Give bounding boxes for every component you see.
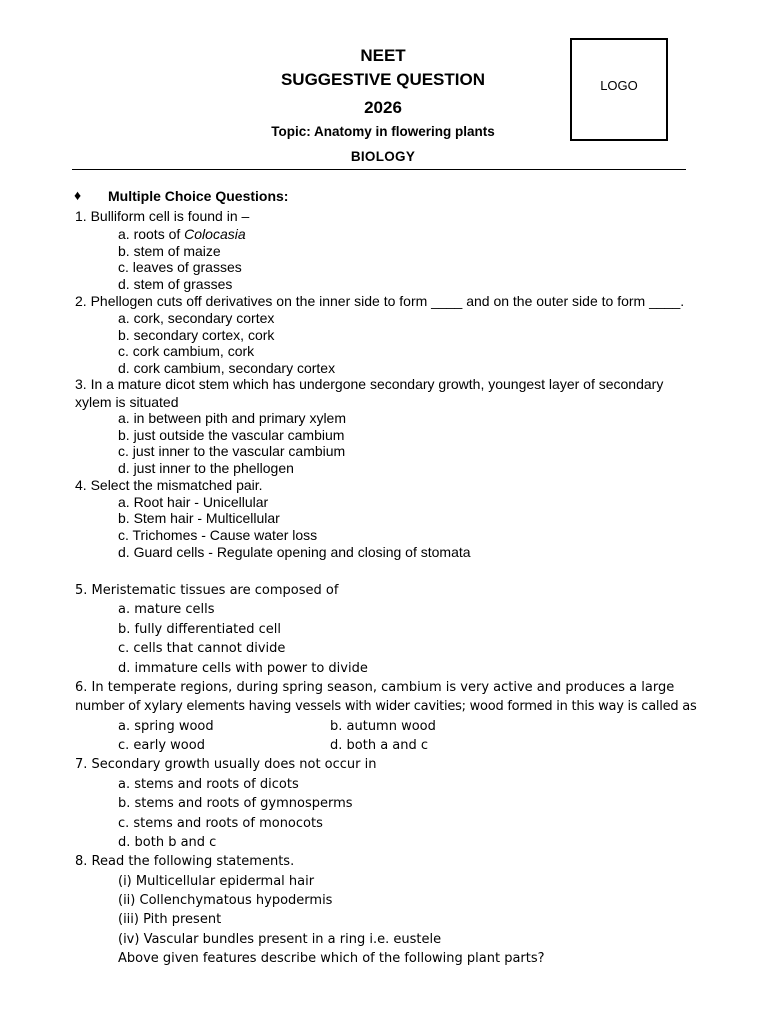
q4-option-c: c. Trichomes - Cause water loss [118,527,318,543]
document-title: SUGGESTIVE QUESTION [280,70,486,89]
q6-option-c: c. early wood [118,738,205,753]
question-6-continued: number of xylary elements having vessels with wider cavities; wood formed in this way is called as [75,699,697,714]
q4-option-a: a. Root hair - Unicellular [118,494,269,510]
q4-option-b: b. Stem hair - Multicellular [118,510,280,526]
q5-option-a: a. mature cells [118,602,215,617]
q2-option-a: a. cork, secondary cortex [118,310,275,326]
q1-option-a: a. roots of Colocasia [118,226,246,242]
header-divider [72,169,686,170]
q1-option-b: b. stem of maize [118,243,221,259]
q1-option-d: d. stem of grasses [118,276,233,292]
q8-statement-3: (iii) Pith present [118,912,222,927]
question-2: 2. Phellogen cuts off derivatives on the inner side to form ____ and on the outer side to form ____. [75,293,685,309]
q5-option-c: c. cells that cannot divide [118,641,286,656]
q3-option-d: d. just inner to the phellogen [118,460,294,476]
q6-option-b: b. autumn wood [330,719,436,734]
q8-followup: Above given features describe which of the following plant parts? [118,951,545,966]
subject-label: BIOLOGY [350,149,416,164]
q8-statement-4: (iv) Vascular bundles present in a ring i.e. eustele [118,932,442,947]
question-1: 1. Bulliform cell is found in – [75,208,250,224]
q6-option-a: a. spring wood [118,719,214,734]
q7-option-b: b. stems and roots of gymnosperms [118,796,353,811]
q7-option-d: d. both b and c [118,835,217,850]
q2-option-c: c. cork cambium, cork [118,343,255,359]
section-title: Multiple Choice Questions: [108,188,289,204]
q1-option-c: c. leaves of grasses [118,259,242,275]
q3-option-c: c. just inner to the vascular cambium [118,443,346,459]
q3-option-b: b. just outside the vascular cambium [118,427,345,443]
q8-statement-1: (i) Multicellular epidermal hair [118,874,315,889]
question-3-continued: xylem is situated [75,394,179,410]
q8-statement-2: (ii) Collenchymatous hypodermis [118,893,333,908]
question-5: 5. Meristematic tissues are composed of [75,583,339,598]
year-label: 2026 [364,98,402,117]
q7-option-c: c. stems and roots of monocots [118,816,323,831]
q7-option-a: a. stems and roots of dicots [118,777,299,792]
question-7: 7. Secondary growth usually does not occur in [75,757,377,772]
question-8: 8. Read the following statements. [75,854,295,869]
q2-option-d: d. cork cambium, secondary cortex [118,360,336,376]
q6-option-d: d. both a and c [330,738,429,753]
question-6: 6. In temperate regions, during spring season, cambium is very active and produces a large [75,680,675,695]
q5-option-d: d. immature cells with power to divide [118,661,368,676]
q1-option-a-italic: Colocasia [184,226,246,242]
question-3: 3. In a mature dicot stem which has undergone secondary growth, youngest layer of secondary [75,376,664,392]
logo-text: LOGO [600,78,638,93]
q3-option-a: a. in between pith and primary xylem [118,410,346,426]
q5-option-b: b. fully differentiated cell [118,622,282,637]
q4-option-d: d. Guard cells - Regulate opening and closing of stomata [118,544,471,560]
question-4: 4. Select the mismatched pair. [75,477,263,493]
diamond-bullet-icon: ♦ [74,187,82,203]
topic-label: Topic: Anatomy in flowering plants [271,124,495,139]
logo-placeholder [570,38,668,141]
q2-option-b: b. secondary cortex, cork [118,327,275,343]
exam-title: NEET [360,46,406,65]
